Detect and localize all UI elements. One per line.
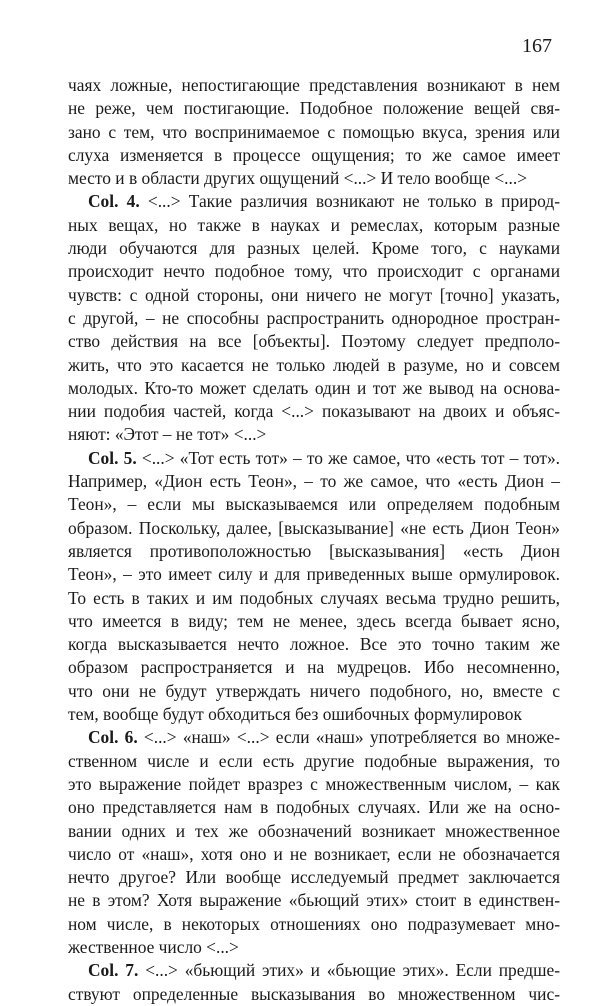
text-line: чаях ложные, непостигающие представления возникают в нем (68, 75, 560, 95)
text-line: что имеется в виду; тем не менее, здесь всегда бывает ясно, (68, 610, 560, 631)
column-label: Col. 5. (88, 447, 137, 468)
text-line: Теон», – это имеет силу и для приведенных выше ормулировок. (68, 564, 560, 585)
text-line: место и в области других ощущений <...> И тело вообще <...> (68, 168, 528, 189)
paragraph-col-7 (68, 959, 560, 1006)
text-line: Теон», – если мы высказываемся или определяем подобным (68, 494, 560, 515)
text-line: ство действия на все [объекты]. Поэтому следует предполо- (68, 331, 560, 352)
text-line: жить, что это касается не только людей в разуме, но и совсем (68, 354, 560, 375)
text-line: жественное число <...> (68, 936, 239, 957)
text-line: Например, «Дион есть Теон», – то же самое, что «есть Дион – (68, 471, 560, 492)
text-fragment: <...> «бьющий этих» и «бьющие этих». Если предше- (138, 960, 560, 981)
text-line: нии подобия частей, когда <...> показывают на двоих и объяс- (68, 401, 560, 422)
text-fragment: <...> «Тот есть тот» – то же самое, что «есть тот – тот». (136, 447, 561, 468)
text-line: чувств: с одной стороны, они ничего не могут [точно] указать, (68, 284, 560, 305)
text-line: образом распространяется и на мудрецов. Ибо несомненно, (68, 657, 560, 678)
text-line: зано с тем, что воспринимаемое с помощью вкуса, зрения или (68, 121, 560, 142)
text-line: вании одних и тех же обозначений возникает множественное (68, 820, 560, 841)
text-line (68, 959, 560, 982)
text-line (68, 726, 560, 749)
text-line: оно представляется нам в подобных случаях. Или же на осно- (68, 797, 560, 818)
paragraph-col-4 (68, 190, 560, 446)
text-line: молодых. Кто-то может сделать один и тот же вывод на основа- (68, 377, 560, 398)
text-line: ном числе, в некоторых отношениях оно подразумевает мно- (68, 913, 560, 934)
text-line: ственном числе и если есть другие подобные выражения, то (68, 750, 560, 771)
column-label: Col. 7. (88, 960, 139, 981)
page-number: 167 (522, 35, 552, 57)
text-line: люди обучаются для разных целей. Кроме того, с науками (68, 238, 560, 259)
paragraph-col-6 (68, 726, 560, 959)
column-label: Col. 4. (88, 191, 140, 212)
text-line: тем, вообще будут обходиться без ошибочных формулировок (68, 704, 522, 725)
text-line: То есть в таких и им подобных случаях весьма трудно решить, (68, 587, 560, 608)
text-line: нечто другое? Или вообще исследуемый предмет заключается (68, 867, 560, 888)
text-fragment: <...> Такие различия возникают не только в природ- (139, 191, 560, 212)
text-line: это выражение пойдет вразрез с множественным числом, – как (68, 773, 560, 794)
text-line (68, 190, 560, 213)
paragraph-col-5 (68, 447, 560, 727)
text-line: няют: «Этот – не тот» <...> (68, 424, 267, 445)
text-fragment: <...> «наш» <...> если «наш» употребляется во множе- (137, 727, 560, 748)
text-line: когда высказывается нечто ложное. Все это точно таким же (68, 634, 560, 655)
text-line (68, 447, 560, 470)
text-line: образом. Поскольку, далее, [высказывание] «не есть Дион Теон» (68, 517, 560, 538)
text-line: не реже, чем постигающие. Подобное положение вещей свя- (68, 98, 560, 119)
paragraph-continuation (68, 74, 560, 190)
text-line: с другой, – не способны распространить однородное простран- (68, 307, 560, 328)
text-line: является противоположностью [высказывания] «есть Дион (68, 540, 560, 561)
column-label: Col. 6. (88, 727, 138, 748)
text-line: ствуют определенные высказывания во множественном чис- (68, 983, 560, 1004)
body-text (68, 74, 560, 1006)
text-line: не в этом? Хотя выражение «бьющий этих» стоит в единствен- (68, 890, 560, 911)
text-line: что они не будут утверждать ничего подобного, но, вместе с (68, 680, 560, 701)
text-line: слуха изменяется в процессе ощущения; то же самое имеет (68, 144, 560, 165)
text-line: ных вещах, но также в науках и ремеслах, которым разные (68, 214, 560, 235)
text-line: число от «наш», хотя оно и не возникает, если не обозначается (68, 843, 560, 864)
text-line: происходит нечто подобное тому, что происходит с органами (68, 261, 560, 282)
